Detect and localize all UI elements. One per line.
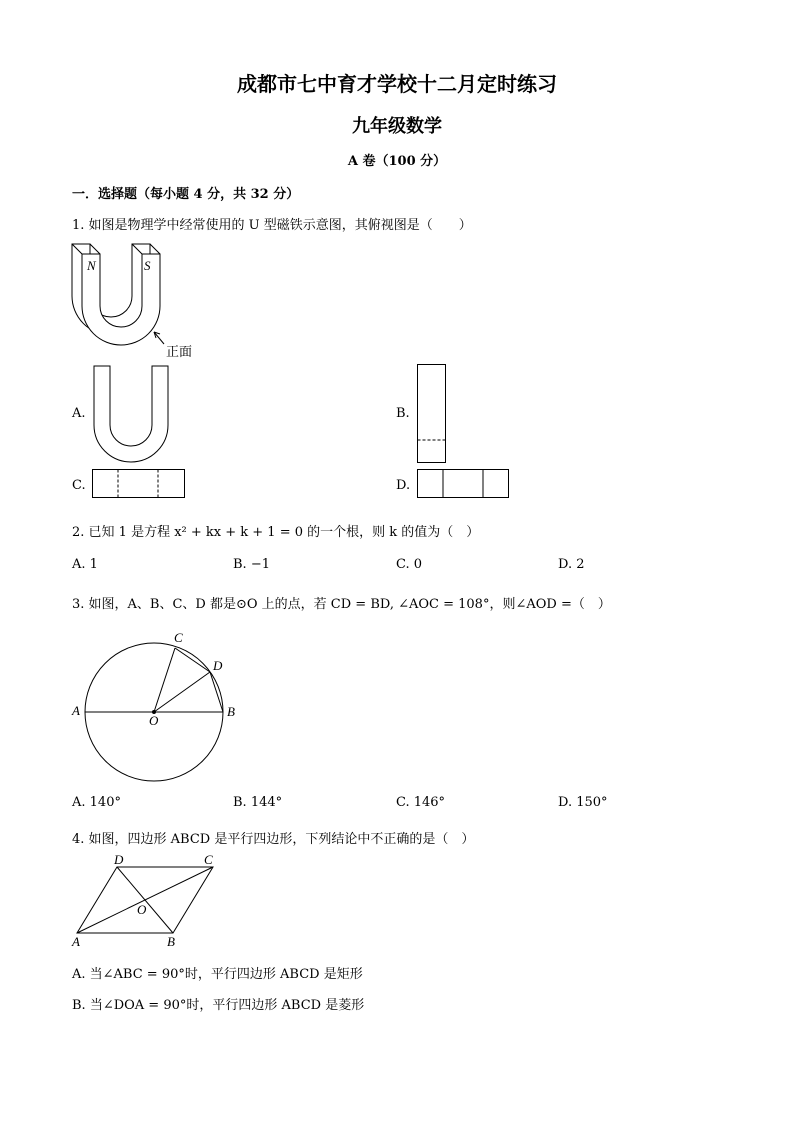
q3-option-d: D. 150° bbox=[558, 795, 608, 810]
para-point-d-label: D bbox=[114, 852, 124, 867]
q2-option-c: C. 0 bbox=[396, 557, 423, 572]
question-3-stem: 3. 如图，A、B、C、D 都是⊙O 上的点，若 CD = BD, ∠AOC = 108°，则∠AOD =（ ） bbox=[72, 597, 611, 612]
point-a-label: A bbox=[72, 703, 80, 718]
q2-option-b: B. −1 bbox=[233, 557, 270, 572]
point-b-label: B bbox=[227, 704, 235, 719]
page-title: 成都市七中育才学校十二月定时练习 bbox=[237, 72, 557, 96]
question-1-stem: 1. 如图是物理学中经常使用的 U 型磁铁示意图，其俯视图是（ ） bbox=[72, 218, 472, 233]
para-point-a-label: A bbox=[72, 934, 80, 949]
q3-option-a: A. 140° bbox=[72, 795, 121, 810]
page-subtitle: 九年级数学 bbox=[352, 116, 442, 137]
q3-option-b: B. 144° bbox=[233, 795, 283, 810]
point-c-label: C bbox=[174, 630, 183, 645]
q4-option-b: B. 当∠DOA = 90°时，平行四边形 ABCD 是菱形 bbox=[72, 998, 365, 1013]
question-2-stem: 2. 已知 1 是方程 x² + kx + k + 1 = 0 的一个根，则 k 的值为（ ） bbox=[72, 525, 480, 540]
para-point-c-label: C bbox=[204, 852, 213, 867]
parallelogram-figure bbox=[76, 866, 216, 936]
q1-option-c-figure bbox=[92, 469, 186, 499]
q1-option-c-label: C. bbox=[72, 478, 86, 493]
question-4-stem: 4. 如图，四边形 ABCD 是平行四边形，下列结论中不正确的是（ ） bbox=[72, 832, 475, 847]
q1-option-d-figure bbox=[417, 469, 511, 499]
q4-option-a: A. 当∠ABC = 90°时，平行四边形 ABCD 是矩形 bbox=[72, 967, 363, 982]
magnet-s-label: S bbox=[144, 258, 151, 273]
q1-option-b-label: B. bbox=[396, 406, 410, 421]
magnet-n-label: N bbox=[87, 258, 96, 273]
para-point-b-label: B bbox=[167, 934, 175, 949]
point-o-label: O bbox=[149, 713, 159, 728]
q1-option-d-label: D. bbox=[396, 478, 411, 493]
point-d-label: D bbox=[213, 658, 223, 673]
q3-option-c: C. 146° bbox=[396, 795, 446, 810]
part-heading: 一．选择题（每小题 4 分，共 32 分） bbox=[72, 187, 300, 202]
q1-option-a-figure bbox=[93, 365, 171, 461]
para-point-o-label: O bbox=[137, 902, 147, 917]
q2-option-d: D. 2 bbox=[558, 557, 585, 572]
q2-option-a: A. 1 bbox=[72, 557, 98, 572]
q1-option-a-label: A. bbox=[72, 406, 86, 421]
front-label: 正面 bbox=[166, 345, 193, 360]
section-label: A 卷（100 分） bbox=[347, 154, 447, 169]
q1-option-b-figure bbox=[417, 364, 447, 464]
